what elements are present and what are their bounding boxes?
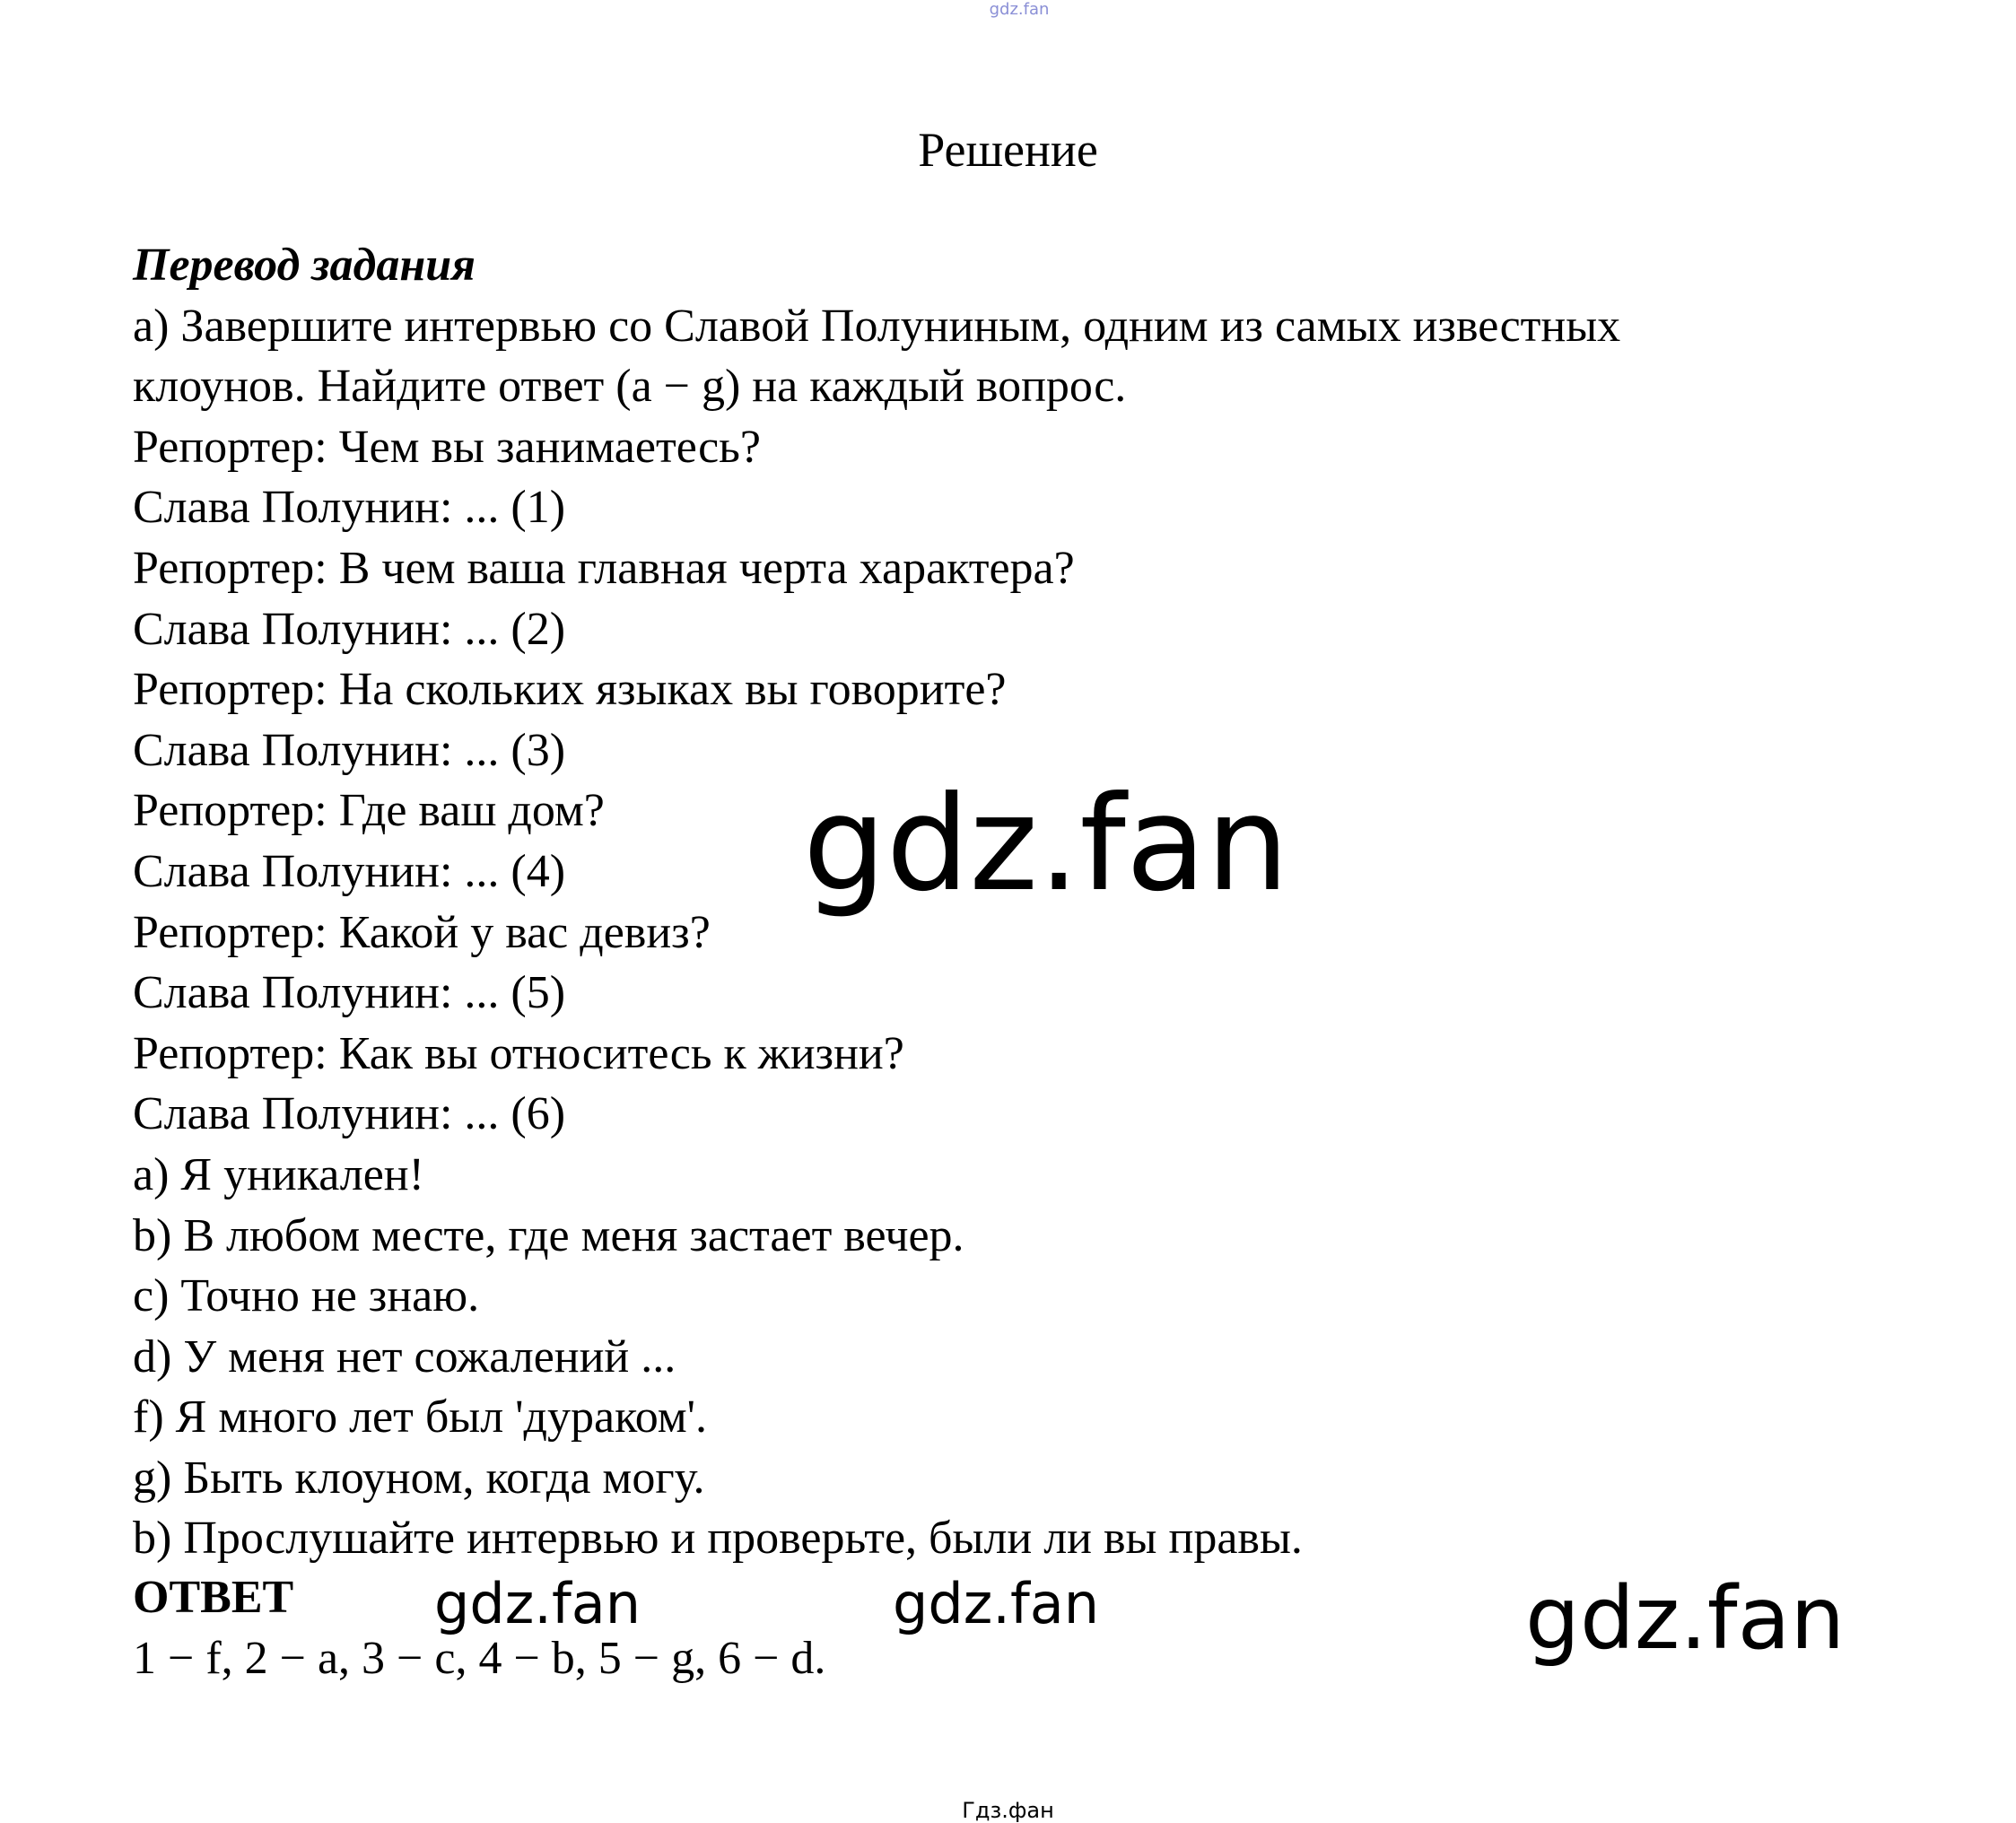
option-line: f) Я много лет был 'дураком'. [133,1391,707,1444]
answer-placeholder-line: Слава Полунин: ... (6) [133,1088,566,1140]
option-line: a) Я уникален! [133,1148,424,1200]
option-line: b) В любом месте, где меня застает вечер. [133,1209,964,1261]
answer-heading: ОТВЕТ [133,1572,294,1623]
option-line: c) Точно не знаю. [133,1270,480,1322]
watermark-small-1: gdz.fan [434,1571,641,1636]
top-watermark: gdz.fan [989,0,1050,19]
question-line: Репортер: В чем ваша главная черта характера? [133,542,1075,594]
answer-placeholder-line: Слава Полунин: ... (3) [133,724,566,776]
question-line: Репортер: Какой у вас девиз? [133,906,711,958]
section-title: Перевод задания [133,240,476,291]
task-line: a) Завершите интервью со Славой Полуниным, одним из самых известных [133,300,1621,352]
question-line: Репортер: На скольких языках вы говорите? [133,664,1007,716]
option-line: g) Быть клоуном, когда могу. [133,1452,705,1504]
question-line: Репортер: Чем вы занимаетесь? [133,421,761,473]
question-line: Репортер: Где ваш дом? [133,785,605,837]
footer-text: Гдз.фан [962,1798,1054,1823]
page-title: Решение [918,123,1098,177]
task-line: клоунов. Найдите ответ (a − g) на каждый вопрос. [133,361,1127,413]
watermark-medium: gdz.fan [1525,1568,1846,1669]
answer-placeholder-line: Слава Полунин: ... (4) [133,845,566,897]
watermark-small-2: gdz.fan [893,1571,1100,1636]
answer-placeholder-line: Слава Полунин: ... (2) [133,603,566,655]
answer-placeholder-line: Слава Полунин: ... (5) [133,967,566,1019]
answer-text: 1 − f, 2 − a, 3 − c, 4 − b, 5 − g, 6 − d. [133,1633,826,1684]
watermark-large: gdz.fan [803,768,1289,920]
task-line: b) Прослушайте интервью и проверьте, были ли вы правы. [133,1513,1303,1565]
question-line: Репортер: Как вы относитесь к жизни? [133,1027,904,1079]
option-line: d) У меня нет сожалений ... [133,1330,676,1383]
answer-placeholder-line: Слава Полунин: ... (1) [133,482,566,534]
